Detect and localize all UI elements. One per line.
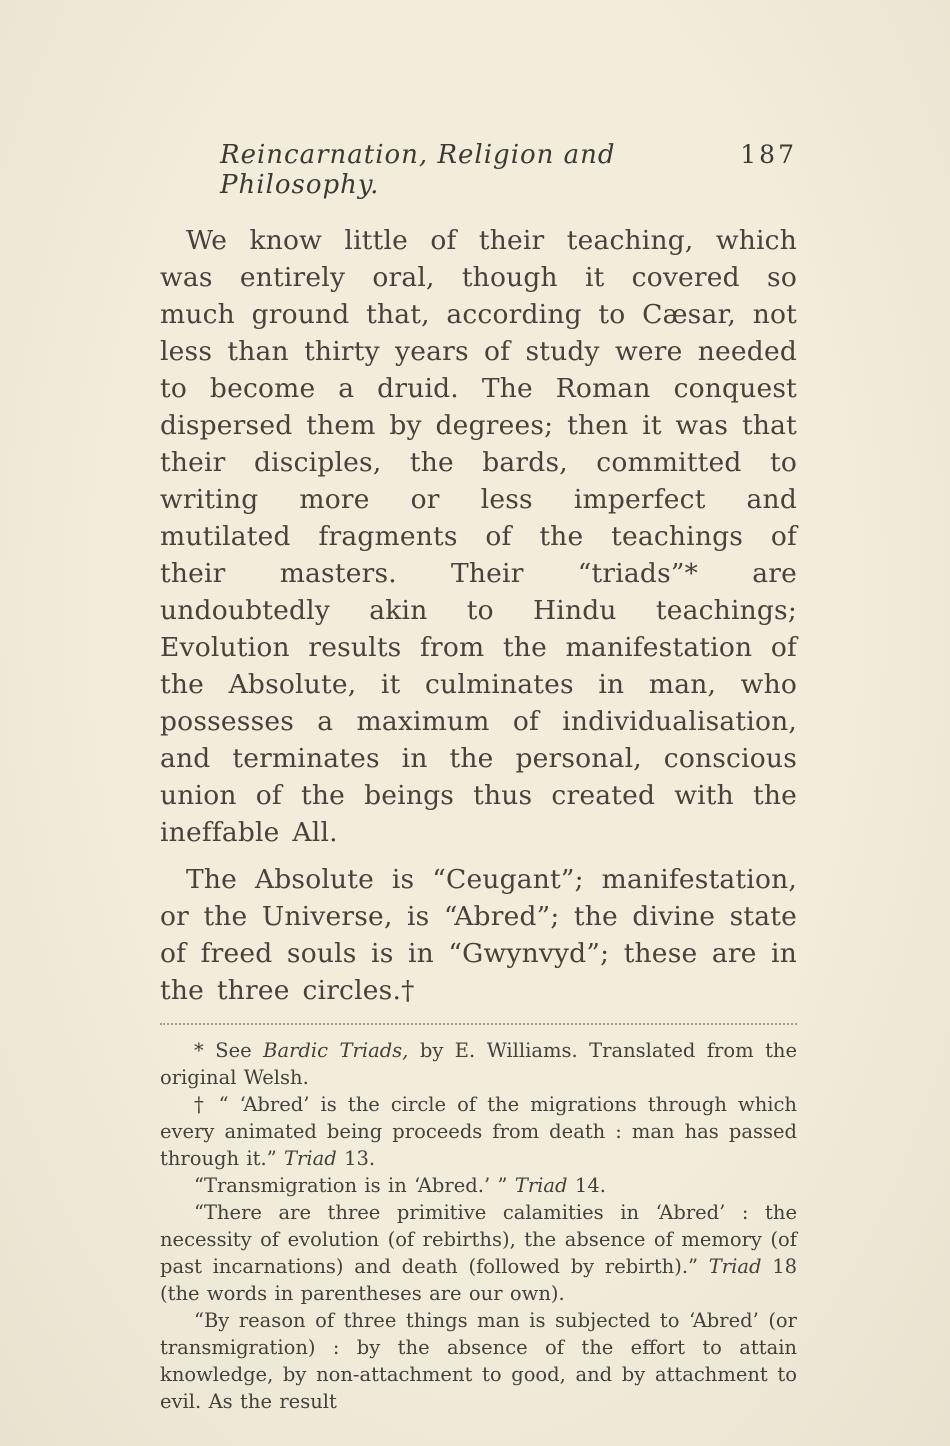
footnote-text: “Transmigration is in ‘Abred.’ ” [194,1174,515,1197]
footnote-text: “By reason of three things man is subjected to ‘Abred’ (or transmigration) : by the absence of the effort to attain knowledge, by non-attachment to good, and by attachment to evil. As the result [160,1309,797,1413]
footnote-text: 13. [336,1147,376,1170]
footnote [160,1172,797,1199]
footnote-rule [160,1023,797,1025]
footnote [160,1307,797,1415]
footnote-text: “There are three primitive calamities in ‘Abred’ : the necessity of evolution (of rebirths), the absence of memory (of past incarnations) and death (followed by rebirth).” [160,1201,797,1278]
footnote [160,1199,797,1307]
footnote-text: 18 (the words in parentheses are our own). [160,1255,798,1305]
footnote [160,1091,797,1172]
footnote-citation: Triad [284,1147,337,1170]
page-header [160,140,797,200]
footnote-citation: Triad [708,1255,762,1278]
running-title: Reincarnation, Religion and Philosophy. [220,140,616,200]
footnotes [160,1037,797,1415]
footnote-text: 14. [567,1174,606,1197]
footnote-text: by E. Williams. Translated from the original Welsh. [160,1039,797,1089]
footnote-citation: Triad [514,1174,568,1197]
body-text [160,222,797,1009]
footnote-citation: Bardic Triads, [263,1039,409,1062]
footnote-text: * See [194,1039,264,1062]
page-number: 187 [740,140,797,169]
footnote-text: † “ ‘Abred’ is the circle of the migrations through which every animated being proceeds from death : man has passed through it.” [160,1093,797,1170]
footnote [160,1037,797,1091]
paragraph: We know little of their teaching, which was entirely oral, though it covered so much ground that, according to Cæsar, not less than thirty years of study were needed to become a druid. The Roman conquest dispersed them by degrees; then it was that their disciples, the bards, committed to writing more or less imperfect and mutilated fragments of the teachings of their masters. Their “triads”* are undoubtedly akin to Hindu teachings; Evolution results from the manifestation of the Absolute, it culminates in man, who possesses a maximum of individualisation, and terminates in the personal, conscious union of the beings thus created with the ineffable All. [160,225,797,848]
paragraph: The Absolute is “Ceugant”; manifestation, or the Universe, is “Abred”; the divine state of freed souls is in “Gwynvyd”; these are in the three circles.† [160,864,797,1006]
